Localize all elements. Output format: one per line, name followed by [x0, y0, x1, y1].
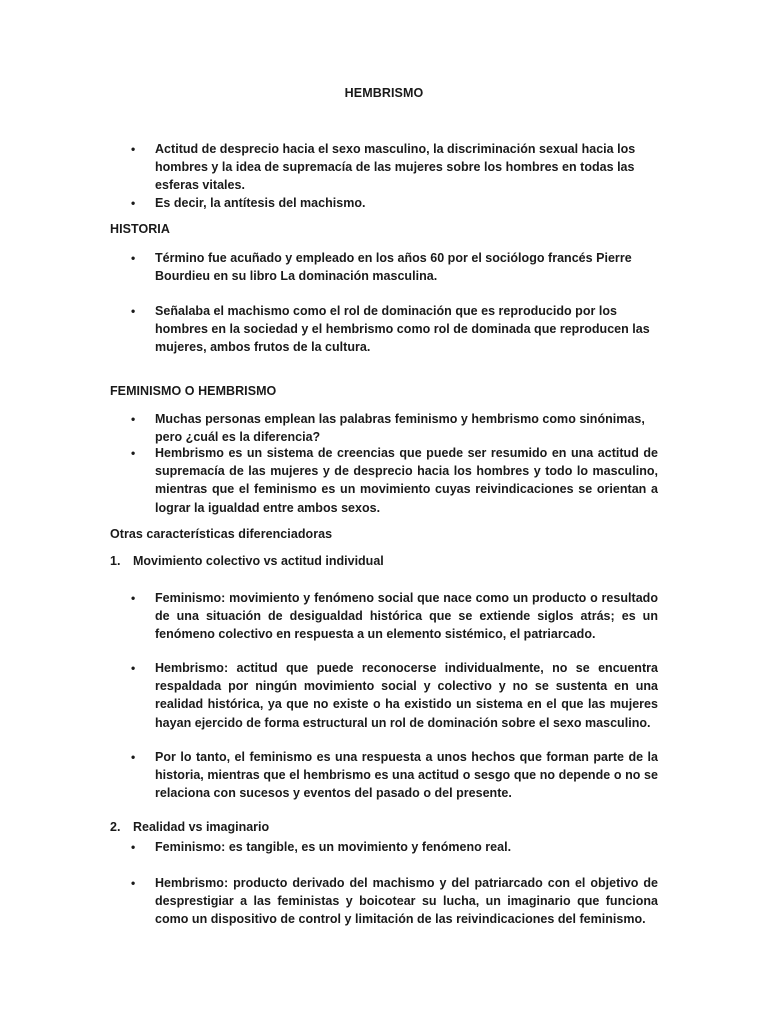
bullet-marker: • [131, 304, 136, 318]
numbered-item-2 [110, 820, 269, 834]
item1-bullet-1 [131, 589, 658, 644]
bullet-text: Hembrismo es un sistema de creencias que puede ser resumido en una actitud de supremacía de las mujeres y de desprecio hacia los hombres y todo lo masculino, mientras que el feminismo es un movimiento cuyas reivindicaciones se orientan a lograr la igualdad entre ambos sexos. [155, 446, 658, 515]
bullet-marker: • [131, 142, 136, 156]
item2-bullet-2 [131, 874, 658, 929]
numbered-item-1 [110, 554, 384, 568]
historia-bullet-1 [131, 249, 658, 285]
bullet-marker: • [131, 446, 136, 460]
bullet-text: Actitud de desprecio hacia el sexo masculino, la discriminación sexual hacia los hombres y la idea de supremacía de las mujeres sobre los hombres en todas las esferas vitales. [155, 142, 636, 193]
bullet-marker: • [131, 840, 136, 854]
section-heading-otras: Otras características diferenciadoras [110, 527, 333, 541]
bullet-marker: • [131, 661, 136, 675]
bullet-text: Es decir, la antítesis del machismo. [155, 196, 366, 210]
bullet-text: Muchas personas emplean las palabras feminismo y hembrismo como sinónimas, pero ¿cuál es la diferencia? [155, 412, 645, 445]
bullet-text: Por lo tanto, el feminismo es una respuesta a unos hechos que forman parte de la historia, mientras que el hembrismo es una actitud o sesgo que no depende o no se relaciona con sucesos y eventos del pasado o del presente. [155, 750, 658, 801]
bullet-text: Señalaba el machismo como el rol de dominación que es reproducido por los hombres en la sociedad y el hembrismo como rol de dominada que reproducen las mujeres, ambos frutos de la cultura. [155, 304, 650, 355]
bullet-text: Feminismo: es tangible, es un movimiento y fenómeno real. [155, 840, 512, 854]
bullet-text: Feminismo: movimiento y fenómeno social que nace como un producto o resultado de una situación de desigualdad histórica que se extiende siglos atrás; es un fenómeno colectivo en respuesta a un elemento sistémico, el patriarcado. [155, 591, 658, 642]
item1-bullet-3 [131, 748, 658, 803]
bullet-text: Hembrismo: producto derivado del machismo y del patriarcado con el objetivo de desprestigiar a las feministas y boicotear su lucha, un imaginario que funciona como un dispositivo de control y limitación de las reivindicaciones del feminismo. [155, 876, 658, 927]
item-number: 1. [110, 554, 121, 568]
item1-bullet-2 [131, 659, 658, 732]
section-heading-historia: HISTORIA [110, 222, 170, 236]
intro-bullet-2 [131, 194, 658, 212]
bullet-marker: • [131, 412, 136, 426]
bullet-marker: • [131, 196, 136, 210]
item-label: Realidad vs imaginario [133, 820, 270, 834]
item2-bullet-1 [131, 838, 658, 856]
intro-bullet-1 [131, 140, 658, 195]
bullet-marker: • [131, 251, 136, 265]
historia-bullet-2 [131, 302, 658, 357]
bullet-marker: • [131, 876, 136, 890]
bullet-marker: • [131, 591, 136, 605]
item-number: 2. [110, 820, 121, 834]
feminismo-bullet-2 [131, 444, 658, 517]
bullet-text: Hembrismo: actitud que puede reconocerse individualmente, no se encuentra respaldada por ningún movimiento social y colectivo y no se sustenta en una realidad histórica, ya que no existe o ha existido un sistema en el que las mujeres hayan ejercido de forma estructural un rol de dominación sobre el sexo masculino. [155, 661, 658, 730]
document-title: HEMBRISMO [344, 86, 424, 100]
feminismo-bullet-1 [131, 410, 658, 446]
bullet-marker: • [131, 750, 136, 764]
item-label: Movimiento colectivo vs actitud individual [133, 554, 384, 568]
section-heading-feminismo: FEMINISMO O HEMBRISMO [110, 384, 277, 398]
bullet-text: Término fue acuñado y empleado en los años 60 por el sociólogo francés Pierre Bourdieu en su libro La dominación masculina. [155, 251, 632, 284]
